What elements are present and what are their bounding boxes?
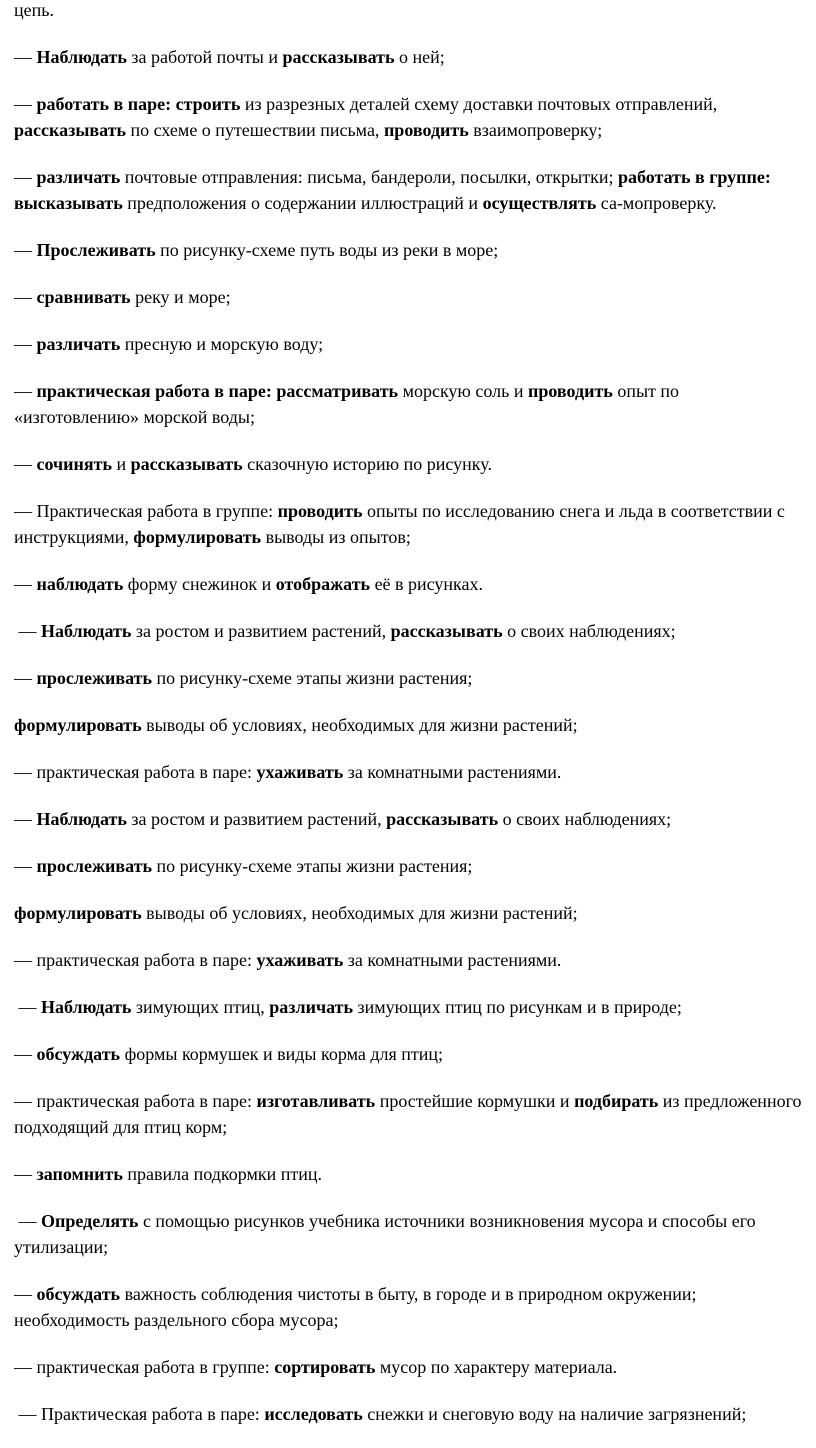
bold-verb: наблюдать bbox=[36, 574, 124, 594]
bold-verb: осуществлять bbox=[482, 193, 597, 213]
bold-verb: практическая работа в паре: рассматривать bbox=[36, 381, 399, 401]
text-run: са-мопроверку. bbox=[596, 193, 717, 213]
text-run: её в рисунках. bbox=[370, 574, 484, 594]
bold-verb: прослеживать bbox=[36, 856, 152, 876]
bold-verb: работать в паре: строить bbox=[36, 94, 241, 114]
bold-verb: различать bbox=[36, 334, 121, 354]
text-run: за комнатными растениями. bbox=[343, 762, 562, 782]
text-run: — bbox=[14, 574, 37, 594]
text-run: — bbox=[14, 94, 37, 114]
text-run: с помощью рисунков учебника источники возникновения мусора и способы его утилизации; bbox=[14, 1211, 761, 1257]
text-run: важность соблюдения чистоты в быту, в городе и в природном окружении; необходимость раздельного сбора мусора; bbox=[14, 1284, 702, 1330]
bold-verb: рассказывать bbox=[282, 47, 395, 67]
text-run: простейшие кормушки и bbox=[375, 1091, 575, 1111]
bold-verb: ухаживать bbox=[256, 950, 344, 970]
text-run: взаимопроверку; bbox=[468, 120, 603, 140]
text-run: — bbox=[14, 287, 37, 307]
bold-verb: формулировать bbox=[14, 715, 142, 735]
bold-verb: рассказывать bbox=[386, 809, 499, 829]
text-run: пресную и морскую воду; bbox=[120, 334, 324, 354]
text-run: — практическая работа в паре: bbox=[14, 950, 257, 970]
bold-verb: сочинять bbox=[36, 454, 113, 474]
paragraph bbox=[14, 1401, 804, 1427]
paragraph bbox=[14, 0, 804, 23]
paragraph bbox=[14, 1161, 804, 1187]
text-run: о своих наблюдениях; bbox=[498, 809, 672, 829]
bold-verb: различать bbox=[269, 997, 353, 1017]
text-run: — Практическая работа в группе: bbox=[14, 501, 278, 521]
paragraph bbox=[14, 378, 804, 430]
text-run: выводы из опытов; bbox=[261, 527, 411, 547]
bold-verb: проводить bbox=[527, 381, 613, 401]
paragraph bbox=[14, 618, 804, 644]
text-run: — bbox=[14, 1284, 37, 1304]
text-run: — bbox=[14, 167, 37, 187]
bold-verb: подбирать bbox=[574, 1091, 659, 1111]
paragraph bbox=[14, 284, 804, 310]
text-run: — практическая работа в группе: bbox=[14, 1357, 275, 1377]
text-run: за ростом и развитием растений, bbox=[131, 621, 391, 641]
text-run: — bbox=[14, 381, 37, 401]
text-run: опыты по исследованию снега и льда в соответствии с инструкциями, bbox=[14, 501, 790, 547]
bold-verb: прослеживать bbox=[36, 668, 152, 688]
text-run: — bbox=[14, 856, 37, 876]
text-run: о ней; bbox=[394, 47, 445, 67]
text-run: — bbox=[14, 997, 41, 1017]
text-run: из предложенного подходящий для птиц корм; bbox=[14, 1091, 807, 1137]
text-run: за комнатными растениями. bbox=[343, 950, 562, 970]
text-run: — bbox=[14, 1211, 41, 1231]
bold-verb: отображать bbox=[275, 574, 371, 594]
text-run: выводы об условиях, необходимых для жизни растений; bbox=[141, 715, 578, 735]
paragraph bbox=[14, 331, 804, 357]
bold-verb: Определять bbox=[41, 1211, 139, 1231]
text-run: за работой почты и bbox=[126, 47, 283, 67]
bold-verb: сравнивать bbox=[36, 287, 131, 307]
text-run: опыт по «изготовлению» морской воды; bbox=[14, 381, 684, 427]
text-run: — bbox=[14, 621, 41, 641]
text-run: формы кормушек и виды корма для птиц; bbox=[120, 1044, 444, 1064]
bold-verb: сортировать bbox=[274, 1357, 376, 1377]
text-run: морскую соль и bbox=[398, 381, 528, 401]
bold-verb: проводить bbox=[383, 120, 469, 140]
text-run: — практическая работа в паре: bbox=[14, 762, 257, 782]
text-run: — bbox=[14, 47, 37, 67]
paragraph bbox=[14, 900, 804, 926]
text-run: почтовые отправления: письма, бандероли, посылки, открытки; bbox=[120, 167, 618, 187]
text-run: мусор по характеру материала. bbox=[375, 1357, 618, 1377]
bold-verb: рассказывать bbox=[130, 454, 243, 474]
paragraph bbox=[14, 994, 804, 1020]
bold-verb: различать bbox=[36, 167, 121, 187]
text-run: за ростом и развитием растений, bbox=[126, 809, 387, 829]
text-run: реку и море; bbox=[130, 287, 231, 307]
bold-verb: Наблюдать bbox=[36, 809, 127, 829]
text-run: зимующих птиц по рисункам и в природе; bbox=[353, 997, 682, 1017]
bold-verb: работать в группе: высказывать bbox=[14, 167, 776, 213]
text-run: и bbox=[112, 454, 131, 474]
paragraph bbox=[14, 91, 804, 143]
text-run: сказочную историю по рисунку. bbox=[242, 454, 492, 474]
paragraph bbox=[14, 1354, 804, 1380]
text-run: предположения о содержании иллюстраций и bbox=[122, 193, 483, 213]
bold-verb: Прослеживать bbox=[36, 240, 156, 260]
bold-verb: изготавливать bbox=[256, 1091, 376, 1111]
text-run: правила подкормки птиц. bbox=[122, 1164, 322, 1184]
bold-verb: Наблюдать bbox=[36, 47, 127, 67]
text-run: цепь. bbox=[14, 0, 54, 20]
paragraph bbox=[14, 759, 804, 785]
text-run: снежки и снеговую воду на наличие загрязнений; bbox=[362, 1404, 747, 1424]
text-run: по рисунку-схеме этапы жизни растения; bbox=[152, 856, 473, 876]
bold-verb: исследовать bbox=[264, 1404, 363, 1424]
text-run: зимующих птиц, bbox=[131, 997, 270, 1017]
bold-verb: формулировать bbox=[133, 527, 262, 547]
paragraph bbox=[14, 712, 804, 738]
paragraph bbox=[14, 44, 804, 70]
text-run: из разрезных деталей схему доставки почтовых отправлений, bbox=[240, 94, 722, 114]
text-run: — bbox=[14, 334, 37, 354]
text-run: — bbox=[14, 1044, 37, 1064]
paragraph bbox=[14, 498, 804, 550]
bold-verb: Наблюдать bbox=[41, 621, 132, 641]
text-run: — bbox=[14, 668, 37, 688]
paragraph bbox=[14, 571, 804, 597]
paragraph bbox=[14, 806, 804, 832]
paragraph bbox=[14, 451, 804, 477]
document-body bbox=[14, 0, 807, 1448]
bold-verb: запомнить bbox=[36, 1164, 123, 1184]
text-run: — bbox=[14, 809, 37, 829]
text-run: по рисунку-схеме этапы жизни растения; bbox=[152, 668, 473, 688]
bold-verb: проводить bbox=[277, 501, 363, 521]
bold-verb: обсуждать bbox=[36, 1044, 121, 1064]
bold-verb: Наблюдать bbox=[41, 997, 132, 1017]
text-run: по рисунку-схеме путь воды из реки в море; bbox=[155, 240, 499, 260]
bold-verb: рассказывать bbox=[390, 621, 503, 641]
text-run: о своих наблюдениях; bbox=[502, 621, 676, 641]
text-run: — bbox=[14, 240, 37, 260]
paragraph bbox=[14, 853, 804, 879]
text-run: форму снежинок и bbox=[123, 574, 276, 594]
paragraph bbox=[14, 237, 804, 263]
bold-verb: формулировать bbox=[14, 903, 142, 923]
paragraph bbox=[14, 665, 804, 691]
paragraph bbox=[14, 1281, 804, 1333]
text-run: — bbox=[14, 1164, 37, 1184]
text-run: — практическая работа в паре: bbox=[14, 1091, 257, 1111]
text-run: по схеме о путешествии письма, bbox=[126, 120, 384, 140]
paragraph bbox=[14, 1088, 807, 1140]
bold-verb: рассказывать bbox=[14, 120, 126, 140]
bold-verb: обсуждать bbox=[36, 1284, 121, 1304]
paragraph bbox=[14, 1208, 804, 1260]
paragraph bbox=[14, 164, 804, 216]
bold-verb: ухаживать bbox=[256, 762, 344, 782]
text-run: — bbox=[14, 454, 37, 474]
text-run: — Практическая работа в паре: bbox=[14, 1404, 265, 1424]
paragraph bbox=[14, 1041, 804, 1067]
text-run: выводы об условиях, необходимых для жизни растений; bbox=[141, 903, 578, 923]
paragraph bbox=[14, 947, 804, 973]
